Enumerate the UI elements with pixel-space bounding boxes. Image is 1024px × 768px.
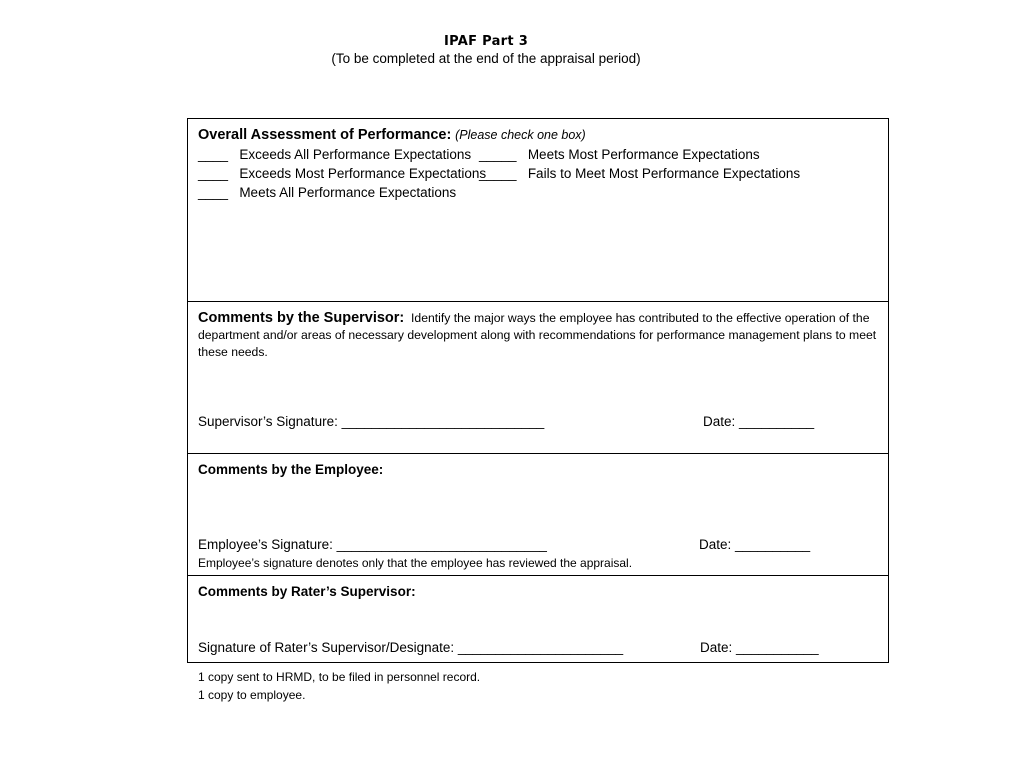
page-title: IPAF Part 3 (443, 34, 529, 49)
checkbox-blank[interactable]: _____ (479, 166, 517, 181)
page-subtitle: (To be completed at the end of the appraisal period) (331, 51, 641, 66)
option-label: Exceeds All Performance Expectations (239, 147, 472, 162)
option-label: Exceeds Most Performance Expectations (239, 166, 487, 181)
option-fails-most[interactable] (479, 166, 800, 181)
supervisor-signature-label: Supervisor’s Signature: (198, 414, 338, 429)
checkbox-blank[interactable]: ____ (198, 147, 229, 162)
supervisor-description-block (198, 310, 878, 361)
rater-date-label: Date: (700, 640, 733, 655)
assessment-heading: Overall Assessment of Performance: (198, 127, 452, 143)
employee-signature-line[interactable] (198, 537, 547, 552)
footer-copy-hrmd: 1 copy sent to HRMD, to be filed in personnel record. (198, 670, 481, 684)
option-meets-all[interactable] (198, 185, 456, 200)
supervisor-comments-section (188, 302, 888, 454)
supervisor-date-label: Date: (703, 414, 736, 429)
rater-supervisor-section (188, 576, 888, 662)
supervisor-description: Identify the major ways the employee has contributed to the effective operation of the department and/or areas of necessary development along with recommendations for performance management plans to meet these needs. (198, 311, 877, 359)
employee-signature-label: Employee’s Signature: (198, 537, 333, 552)
option-meets-most[interactable] (479, 147, 760, 162)
supervisor-heading: Comments by the Supervisor: (198, 310, 405, 326)
option-label: Meets Most Performance Expectations (527, 147, 760, 162)
checkbox-blank[interactable]: ____ (198, 166, 229, 181)
rater-signature-label: Signature of Rater’s Supervisor/Designate: (198, 640, 455, 655)
checkbox-blank[interactable]: _____ (479, 147, 517, 162)
footer-copy-employee: 1 copy to employee. (198, 688, 306, 702)
rater-signature-field[interactable]: ______________________ (457, 640, 624, 655)
option-label: Meets All Performance Expectations (239, 185, 457, 200)
checkbox-blank[interactable]: ____ (198, 185, 229, 200)
rater-date-field[interactable]: ___________ (736, 640, 819, 655)
employee-date-label: Date: (699, 537, 732, 552)
employee-date[interactable] (699, 537, 810, 552)
rater-date[interactable] (700, 640, 819, 655)
assessment-note: (Please check one box) (455, 128, 586, 142)
rater-signature-line[interactable] (198, 640, 623, 655)
employee-comments-section (188, 454, 888, 576)
supervisor-signature-field[interactable]: ___________________________ (341, 414, 545, 429)
supervisor-date-field[interactable]: __________ (739, 414, 815, 429)
rater-heading: Comments by Rater’s Supervisor: (198, 584, 416, 599)
option-exceeds-all[interactable] (198, 147, 471, 162)
employee-signature-field[interactable]: ____________________________ (336, 537, 547, 552)
employee-heading: Comments by the Employee: (198, 462, 384, 477)
overall-assessment-section (188, 119, 888, 302)
employee-signature-note: Employee’s signature denotes only that the employee has reviewed the appraisal. (198, 556, 633, 570)
appraisal-form (187, 118, 889, 663)
option-label: Fails to Meet Most Performance Expectations (527, 166, 801, 181)
supervisor-signature-line[interactable] (198, 414, 544, 429)
employee-date-field[interactable]: __________ (735, 537, 811, 552)
header (0, 34, 972, 66)
supervisor-date[interactable] (703, 414, 814, 429)
option-exceeds-most[interactable] (198, 166, 486, 181)
